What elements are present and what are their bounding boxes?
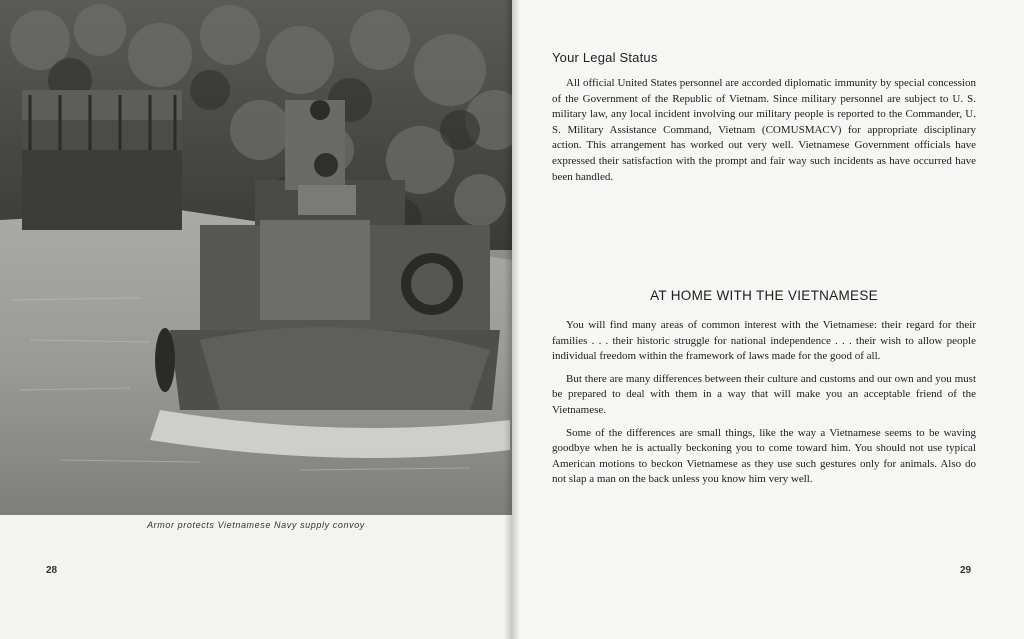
photo-caption: Armor protects Vietnamese Navy supply convoy [147, 520, 365, 530]
page-number-right: 29 [960, 565, 972, 576]
paragraph: Some of the differences are small things, like the way a Vietnamese seems to be waving goodbye when he is actually beckoning you to come toward him. You should not use typical American motions to beckon Vietnamese as they use such gestures only for animals. Also do not slap a man on the back unless you know him very well. [552, 426, 976, 486]
legal-status-heading: Your Legal Status [552, 50, 658, 65]
convoy-photo [0, 0, 512, 515]
paragraph: You will find many areas of common interest with the Vietnamese: their regard for their families . . . their historic struggle for national independence . . . their wish to allow people individual freedom within the framework of laws made for the good of all. [552, 319, 976, 363]
home-section-text [552, 318, 976, 495]
page-number-left: 28 [46, 565, 58, 576]
chapter-heading: AT HOME WITH THE VIETNAMESE [650, 288, 878, 303]
paragraph: All official United States personnel are accorded diplomatic immunity by special concession of the Government of the Republic of Vietnam. Since military personnel are subject to U. S. military law, any local incident involving our military people is reported to the Commander, U. S. Military Assistance Command, Vietnam (COMUSMACV) for appropriate disciplinary action. This arrangement has worked out very well. Vietnamese Government officials have expressed their satisfaction with the prompt and fair way such incidents as have occurred have been handled. [552, 77, 976, 183]
book-gutter [504, 0, 520, 639]
paragraph: But there are many differences between their culture and customs and our own and you must be prepared to deal with them in a way that will make you an acceptable friend of the Vietnamese. [552, 372, 976, 416]
legal-status-text [552, 76, 976, 192]
right-page [512, 0, 1024, 639]
